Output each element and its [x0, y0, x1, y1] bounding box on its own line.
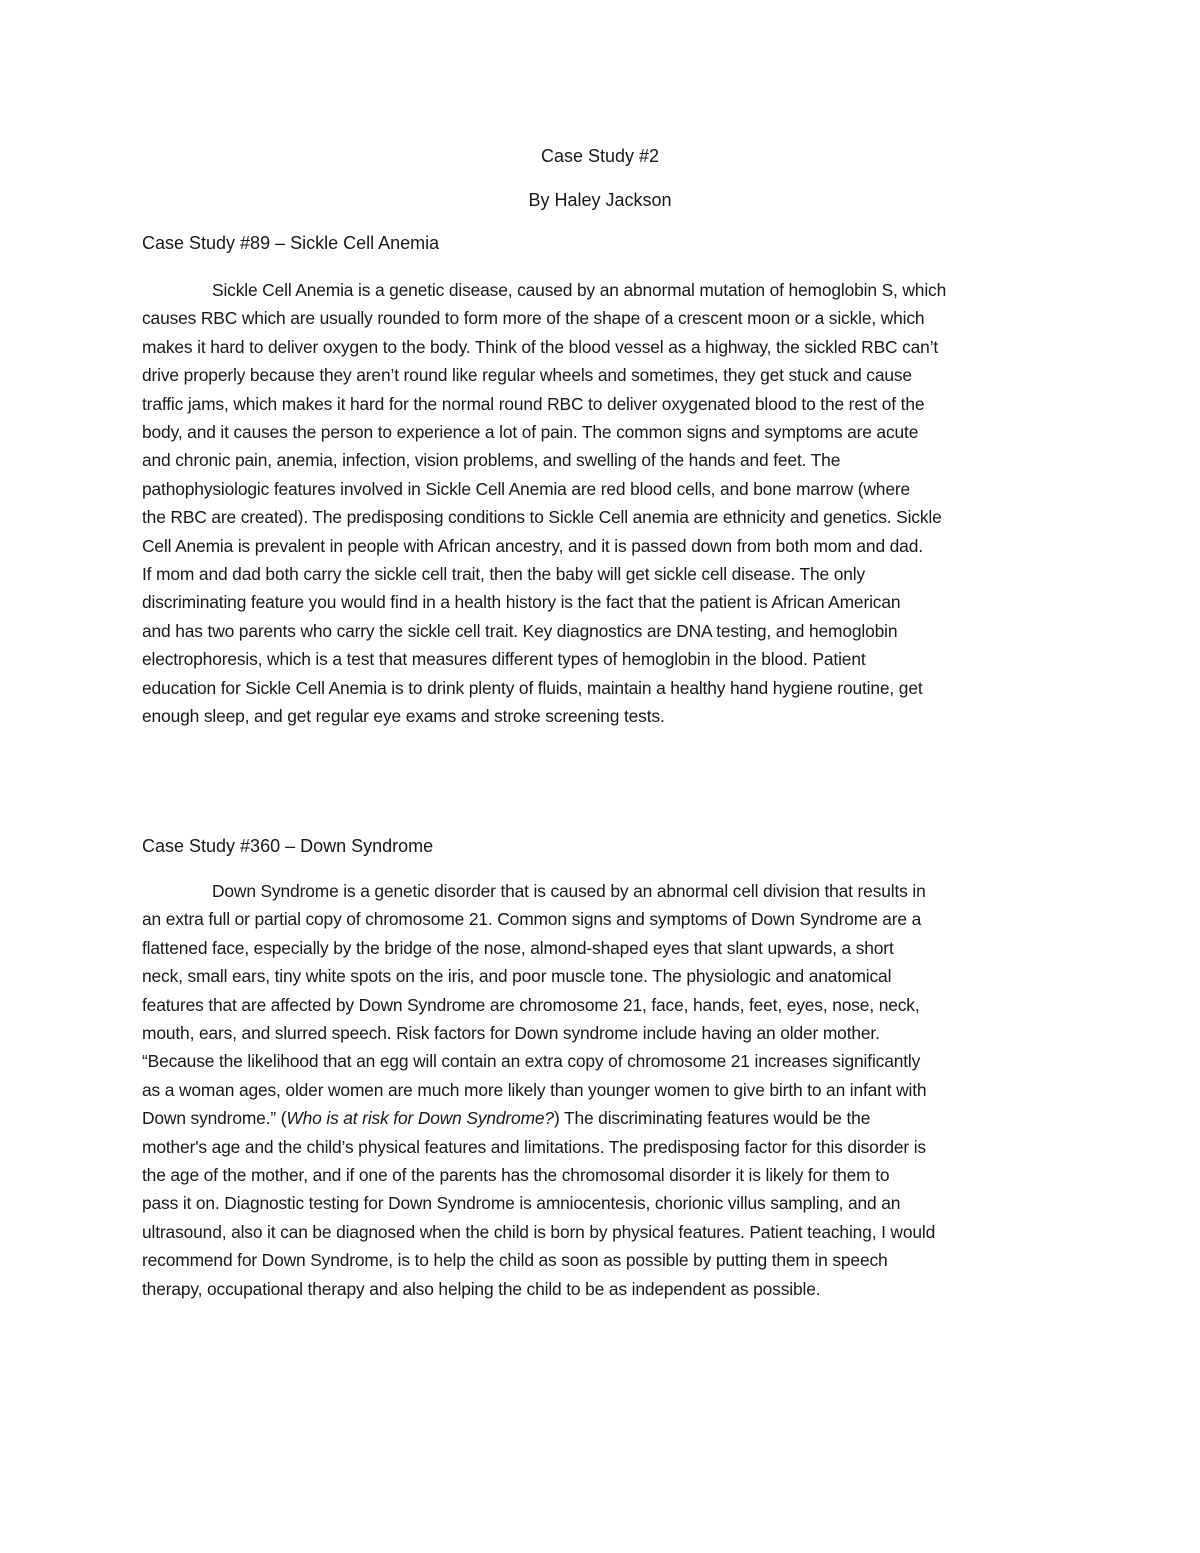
text-line: drive properly because they aren’t round like regular wheels and sometimes, they get stuck and cause: [142, 365, 912, 386]
text-line: “Because the likelihood that an egg will contain an extra copy of chromosome 21 increases significantly: [142, 1051, 921, 1072]
text-line: If mom and dad both carry the sickle cell trait, then the baby will get sickle cell disease. The only: [142, 564, 866, 585]
text-line: features that are affected by Down Syndrome are chromosome 21, face, hands, feet, eyes, nose, neck,: [142, 994, 920, 1015]
text-line: recommend for Down Syndrome, is to help the child as soon as possible by putting them in speech: [142, 1250, 888, 1271]
citation-after: ) The discriminating features would be the: [553, 1108, 871, 1129]
text-line: Down Syndrome is a genetic disorder that is caused by an abnormal cell division that results in: [212, 881, 926, 901]
text-line: the age of the mother, and if one of the parents has the chromosomal disorder it is likely for them to: [142, 1165, 890, 1186]
citation-before: Down syndrome.” (: [142, 1108, 287, 1129]
text-line: traffic jams, which makes it hard for the normal round RBC to deliver oxygenated blood to the rest of the: [142, 393, 925, 414]
text-line: education for Sickle Cell Anemia is to drink plenty of fluids, maintain a healthy hand hygiene routine, get: [142, 677, 923, 698]
text-line: as a woman ages, older women are much more likely than younger women to give birth to an infant with: [142, 1079, 927, 1100]
text-line: makes it hard to deliver oxygen to the body. Think of the blood vessel as a highway, the sickled RBC can’t: [142, 336, 939, 357]
text-line: therapy, occupational therapy and also helping the child to be as independent as possible.: [142, 1278, 821, 1299]
text-line: enough sleep, and get regular eye exams and stroke screening tests.: [142, 706, 665, 727]
section-heading-down-syndrome: Case Study #360 – Down Syndrome: [142, 836, 434, 856]
text-line: body, and it causes the person to experience a lot of pain. The common signs and symptoms are acute: [142, 422, 919, 443]
text-line: and chronic pain, anemia, infection, vision problems, and swelling of the hands and feet. The: [142, 450, 841, 471]
text-line: pass it on. Diagnostic testing for Down Syndrome is amniocentesis, chorionic villus sampling, and an: [142, 1193, 901, 1214]
document-author: By Haley Jackson: [528, 190, 672, 210]
text-line: an extra full or partial copy of chromosome 21. Common signs and symptoms of Down Syndrome are a: [142, 909, 922, 930]
text-line: pathophysiologic features involved in Sickle Cell Anemia are red blood cells, and bone marrow (where: [142, 478, 911, 499]
text-line: causes RBC which are usually rounded to form more of the shape of a crescent moon or a sickle, which: [142, 308, 925, 329]
section-heading-sickle-cell: Case Study #89 – Sickle Cell Anemia: [142, 233, 440, 253]
citation-line: [142, 1104, 1062, 1132]
section-body-sickle-cell: [142, 276, 1062, 731]
text-line: neck, small ears, tiny white spots on the iris, and poor muscle tone. The physiologic and anatomical: [142, 966, 892, 987]
text-line: flattened face, especially by the bridge of the nose, almond-shaped eyes that slant upwards, a short: [142, 937, 894, 958]
citation-title: Who is at risk for Down Syndrome?: [286, 1108, 554, 1129]
section-body-down-syndrome: [142, 877, 1062, 1303]
text-line: electrophoresis, which is a test that measures different types of hemoglobin in the blood. Patient: [142, 649, 866, 670]
text-line: discriminating feature you would find in a health history is the fact that the patient is African American: [142, 592, 901, 613]
document-title: Case Study #2: [540, 146, 660, 166]
text-line: Sickle Cell Anemia is a genetic disease, caused by an abnormal mutation of hemoglobin S, which: [212, 280, 947, 300]
text-line: the RBC are created). The predisposing conditions to Sickle Cell anemia are ethnicity and genetics. Sickle: [142, 507, 942, 528]
text-line: mouth, ears, and slurred speech. Risk factors for Down syndrome include having an older mother.: [142, 1023, 880, 1044]
text-line: ultrasound, also it can be diagnosed when the child is born by physical features. Patient teaching, I would: [142, 1221, 936, 1242]
text-line: Cell Anemia is prevalent in people with African ancestry, and it is passed down from both mom and dad.: [142, 535, 923, 556]
text-line: mother's age and the child’s physical features and limitations. The predisposing factor for this disorder is: [142, 1136, 926, 1157]
text-line: and has two parents who carry the sickle cell trait. Key diagnostics are DNA testing, and hemoglobin: [142, 620, 898, 641]
